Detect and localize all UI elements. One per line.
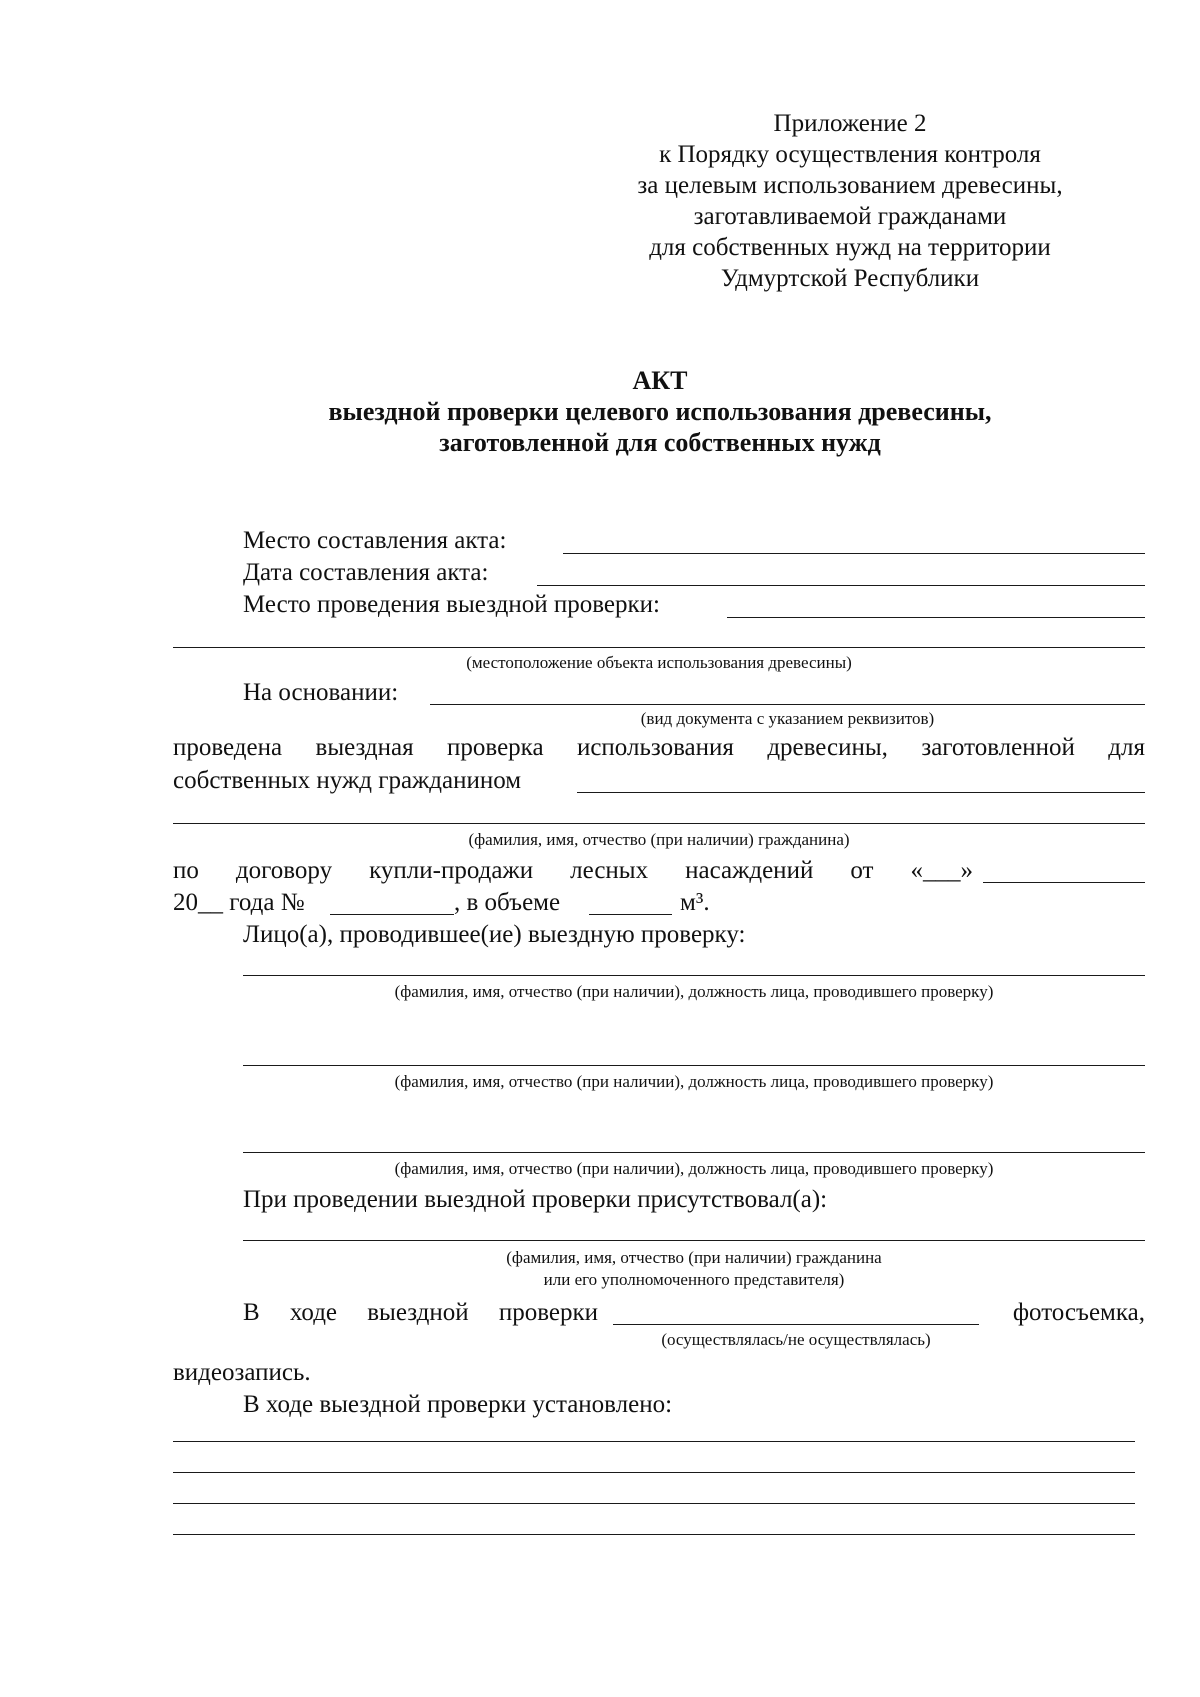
photo-line [243, 1298, 598, 1328]
paragraph-line: собственных нужд гражданином [173, 767, 522, 794]
appendix-header [580, 108, 1120, 294]
basis-field[interactable] [430, 704, 1145, 705]
contract-line [173, 856, 973, 886]
photo-caption: (осуществлялась/не осуществлялась) [661, 1330, 931, 1349]
basis-label: На основании: [243, 679, 399, 706]
title-line: выездной проверки целевого использования древесины, [328, 397, 992, 426]
person-caption: (фамилия, имя, отчество (при наличии), должность лица, проводившего проверку) [394, 982, 994, 1001]
findings-line[interactable] [173, 1472, 1135, 1473]
volume-unit: м³. [680, 889, 710, 916]
header-line: за целевым использованием древесины, [637, 172, 1063, 199]
citizen-field[interactable] [577, 792, 1145, 793]
findings-label: В ходе выездной проверки установлено: [243, 1391, 673, 1418]
photo-status-field[interactable] [613, 1324, 979, 1325]
citizen-field-continued[interactable] [173, 823, 1145, 824]
person-caption: (фамилия, имя, отчество (при наличии), должность лица, проводившего проверку) [394, 1159, 994, 1178]
paragraph-line: проведена выездная проверка использования древесины, заготовленной для [173, 734, 1145, 761]
present-label: При проведении выездной проверки присутствовал(а): [243, 1186, 828, 1213]
contract-volume-field[interactable] [589, 914, 672, 915]
contract-day: «___» [910, 857, 973, 884]
header-line: Удмуртской Республики [720, 265, 980, 292]
contract-word: договору [235, 857, 333, 884]
findings-line[interactable] [173, 1441, 1135, 1442]
document-title [200, 365, 1120, 458]
date-field[interactable] [537, 585, 1145, 586]
findings-line[interactable] [173, 1503, 1135, 1504]
present-caption-line: или его уполномоченного представителя) [543, 1270, 845, 1289]
header-line: Приложение 2 [773, 110, 927, 137]
header-line: заготавливаемой гражданами [693, 203, 1007, 230]
present-caption-line: (фамилия, имя, отчество (при наличии) гражданина [506, 1248, 882, 1267]
citizen-caption: (фамилия, имя, отчество (при наличии) гражданина) [468, 830, 850, 849]
contract-number-field[interactable] [330, 914, 454, 915]
header-line: к Порядку осуществления контроля [659, 141, 1041, 168]
title-line: заготовленной для собственных нужд [439, 428, 881, 457]
contract-year: 20__ года № [173, 889, 305, 916]
photo-word: выездной [367, 1299, 469, 1326]
person-field-1[interactable] [243, 975, 1145, 976]
date-label: Дата составления акта: [243, 559, 489, 586]
contract-word: от [850, 857, 874, 884]
present-field[interactable] [243, 1240, 1145, 1241]
inspection-place-field-continued[interactable] [173, 647, 1145, 648]
photo-word: проверки [498, 1299, 598, 1326]
person-field-2[interactable] [243, 1065, 1145, 1066]
contract-volume-label: , в объеме [454, 889, 561, 916]
findings-line[interactable] [173, 1534, 1135, 1535]
place-field[interactable] [563, 553, 1145, 554]
title-act: АКТ [632, 366, 688, 395]
contract-word: лесных [570, 857, 649, 884]
photo-word: В [243, 1299, 260, 1326]
basis-caption: (вид документа с указанием реквизитов) [640, 709, 935, 728]
photo-end: фотосъемка, [1012, 1299, 1145, 1326]
contract-word: купли-продажи [369, 857, 534, 884]
present-caption [243, 1247, 1145, 1291]
video-text: видеозапись. [173, 1359, 311, 1386]
person-field-3[interactable] [243, 1152, 1145, 1153]
persons-label: Лицо(а), проводившее(ие) выездную проверку: [243, 921, 746, 948]
header-line: для собственных нужд на территории [649, 234, 1051, 261]
contract-word: по [173, 857, 199, 884]
photo-word: ходе [289, 1299, 338, 1326]
inspection-place-label: Место проведения выездной проверки: [243, 591, 660, 618]
place-label: Место составления акта: [243, 527, 507, 554]
location-caption: (местоположение объекта использования древесины) [466, 653, 852, 672]
contract-word: насаждений [685, 857, 814, 884]
person-caption: (фамилия, имя, отчество (при наличии), должность лица, проводившего проверку) [394, 1072, 994, 1091]
contract-month-field[interactable] [983, 882, 1145, 883]
inspection-place-field[interactable] [727, 617, 1145, 618]
